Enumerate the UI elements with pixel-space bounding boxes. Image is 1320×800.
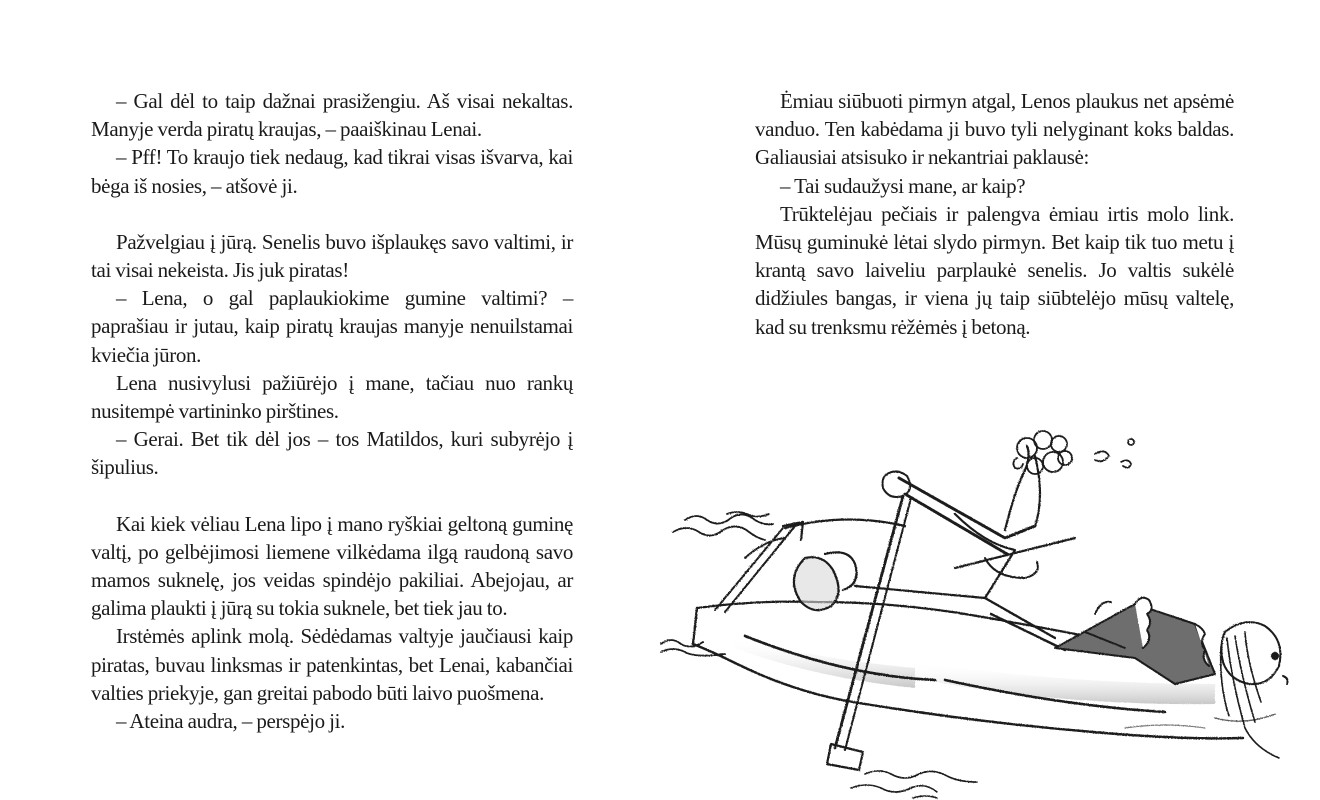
paragraph: Kai kiek vėliau Lena lipo į mano ryškiai geltoną guminę valtį, po gelbėjimosi liemene vilkėdama ilgą raudoną savo mamos suknelę, jos veidas spindėjo pakiliai. Abejojau, ar galima plaukti į jūrą su tokia suknele, bet tiek jau to. xyxy=(91,511,573,621)
paragraph: – Pff! To kraujo tiek nedaug, kad tikrai visas išvarva, kai bėga iš nosies, – atšovė ji. xyxy=(91,145,573,198)
paragraph: Lena nusivylusi pažiūrėjo į mane, tačiau nuo rankų nusitempė vartininko pirštines. xyxy=(91,370,573,424)
boy-head xyxy=(1013,431,1134,474)
paragraph: – Tai sudaužysi mane, ar kaip? xyxy=(780,173,1026,198)
boat-illustration xyxy=(655,418,1320,800)
paragraph: Irstėmės aplink molą. Sėdėdamas valtyje jaučiausi kaip piratas, buvau linksmas ir patenkintas, bet Lenai, kabančiai valties priekyje, gan greitai pabodo būti laivo puošmena. xyxy=(91,624,573,705)
girl-figure xyxy=(1055,598,1288,758)
paragraph: – Lena, o gal paplaukiokime gumine valtimi? – paprašiau ir jutau, kaip piratų kraujas manyje nenuilstamai kviečia jūron. xyxy=(91,286,573,367)
wave-lines xyxy=(661,512,773,656)
paragraph: Pažvelgiau į jūrą. Senelis buvo išplaukęs savo valtimi, ir tai visai nekeista. Jis juk piratas! xyxy=(91,229,573,283)
paragraph: – Gerai. Bet tik dėl jos – tos Matildos, kuri subyrėjo į šipulius. xyxy=(91,427,573,480)
oar xyxy=(835,496,903,748)
right-page-text xyxy=(755,87,1234,341)
paragraph: Trūktelėjau pečiais ir palengva ėmiau irtis molo link. Mūsų guminukė lėtai slydo pirmyn. Bet kaip tik tuo metu į krantą savo laiveliu parplaukė senelis. Jo valtis sukėlė didžiules bangas, ir viena jų taip siūbtelėjo mūsų valtelę, kad su trenksmu rėžėmės į betoną. xyxy=(755,201,1234,339)
left-page-text xyxy=(91,87,573,735)
paragraph: – Gal dėl to taip dažnai prasižengiu. Aš visai nekaltas. Manyje verda piratų kraujas, – paaiškinau Lenai. xyxy=(91,89,573,142)
paragraph: Ėmiau siūbuoti pirmyn atgal, Lenos plaukus net apsėmė vanduo. Ten kabėdama ji buvo tyli nelyginant koks baldas. Galiausiai atsisuko ir nekantriai paklausė: xyxy=(755,89,1234,170)
paragraph: – Ateina audra, – perspėjo ji. xyxy=(116,709,346,734)
